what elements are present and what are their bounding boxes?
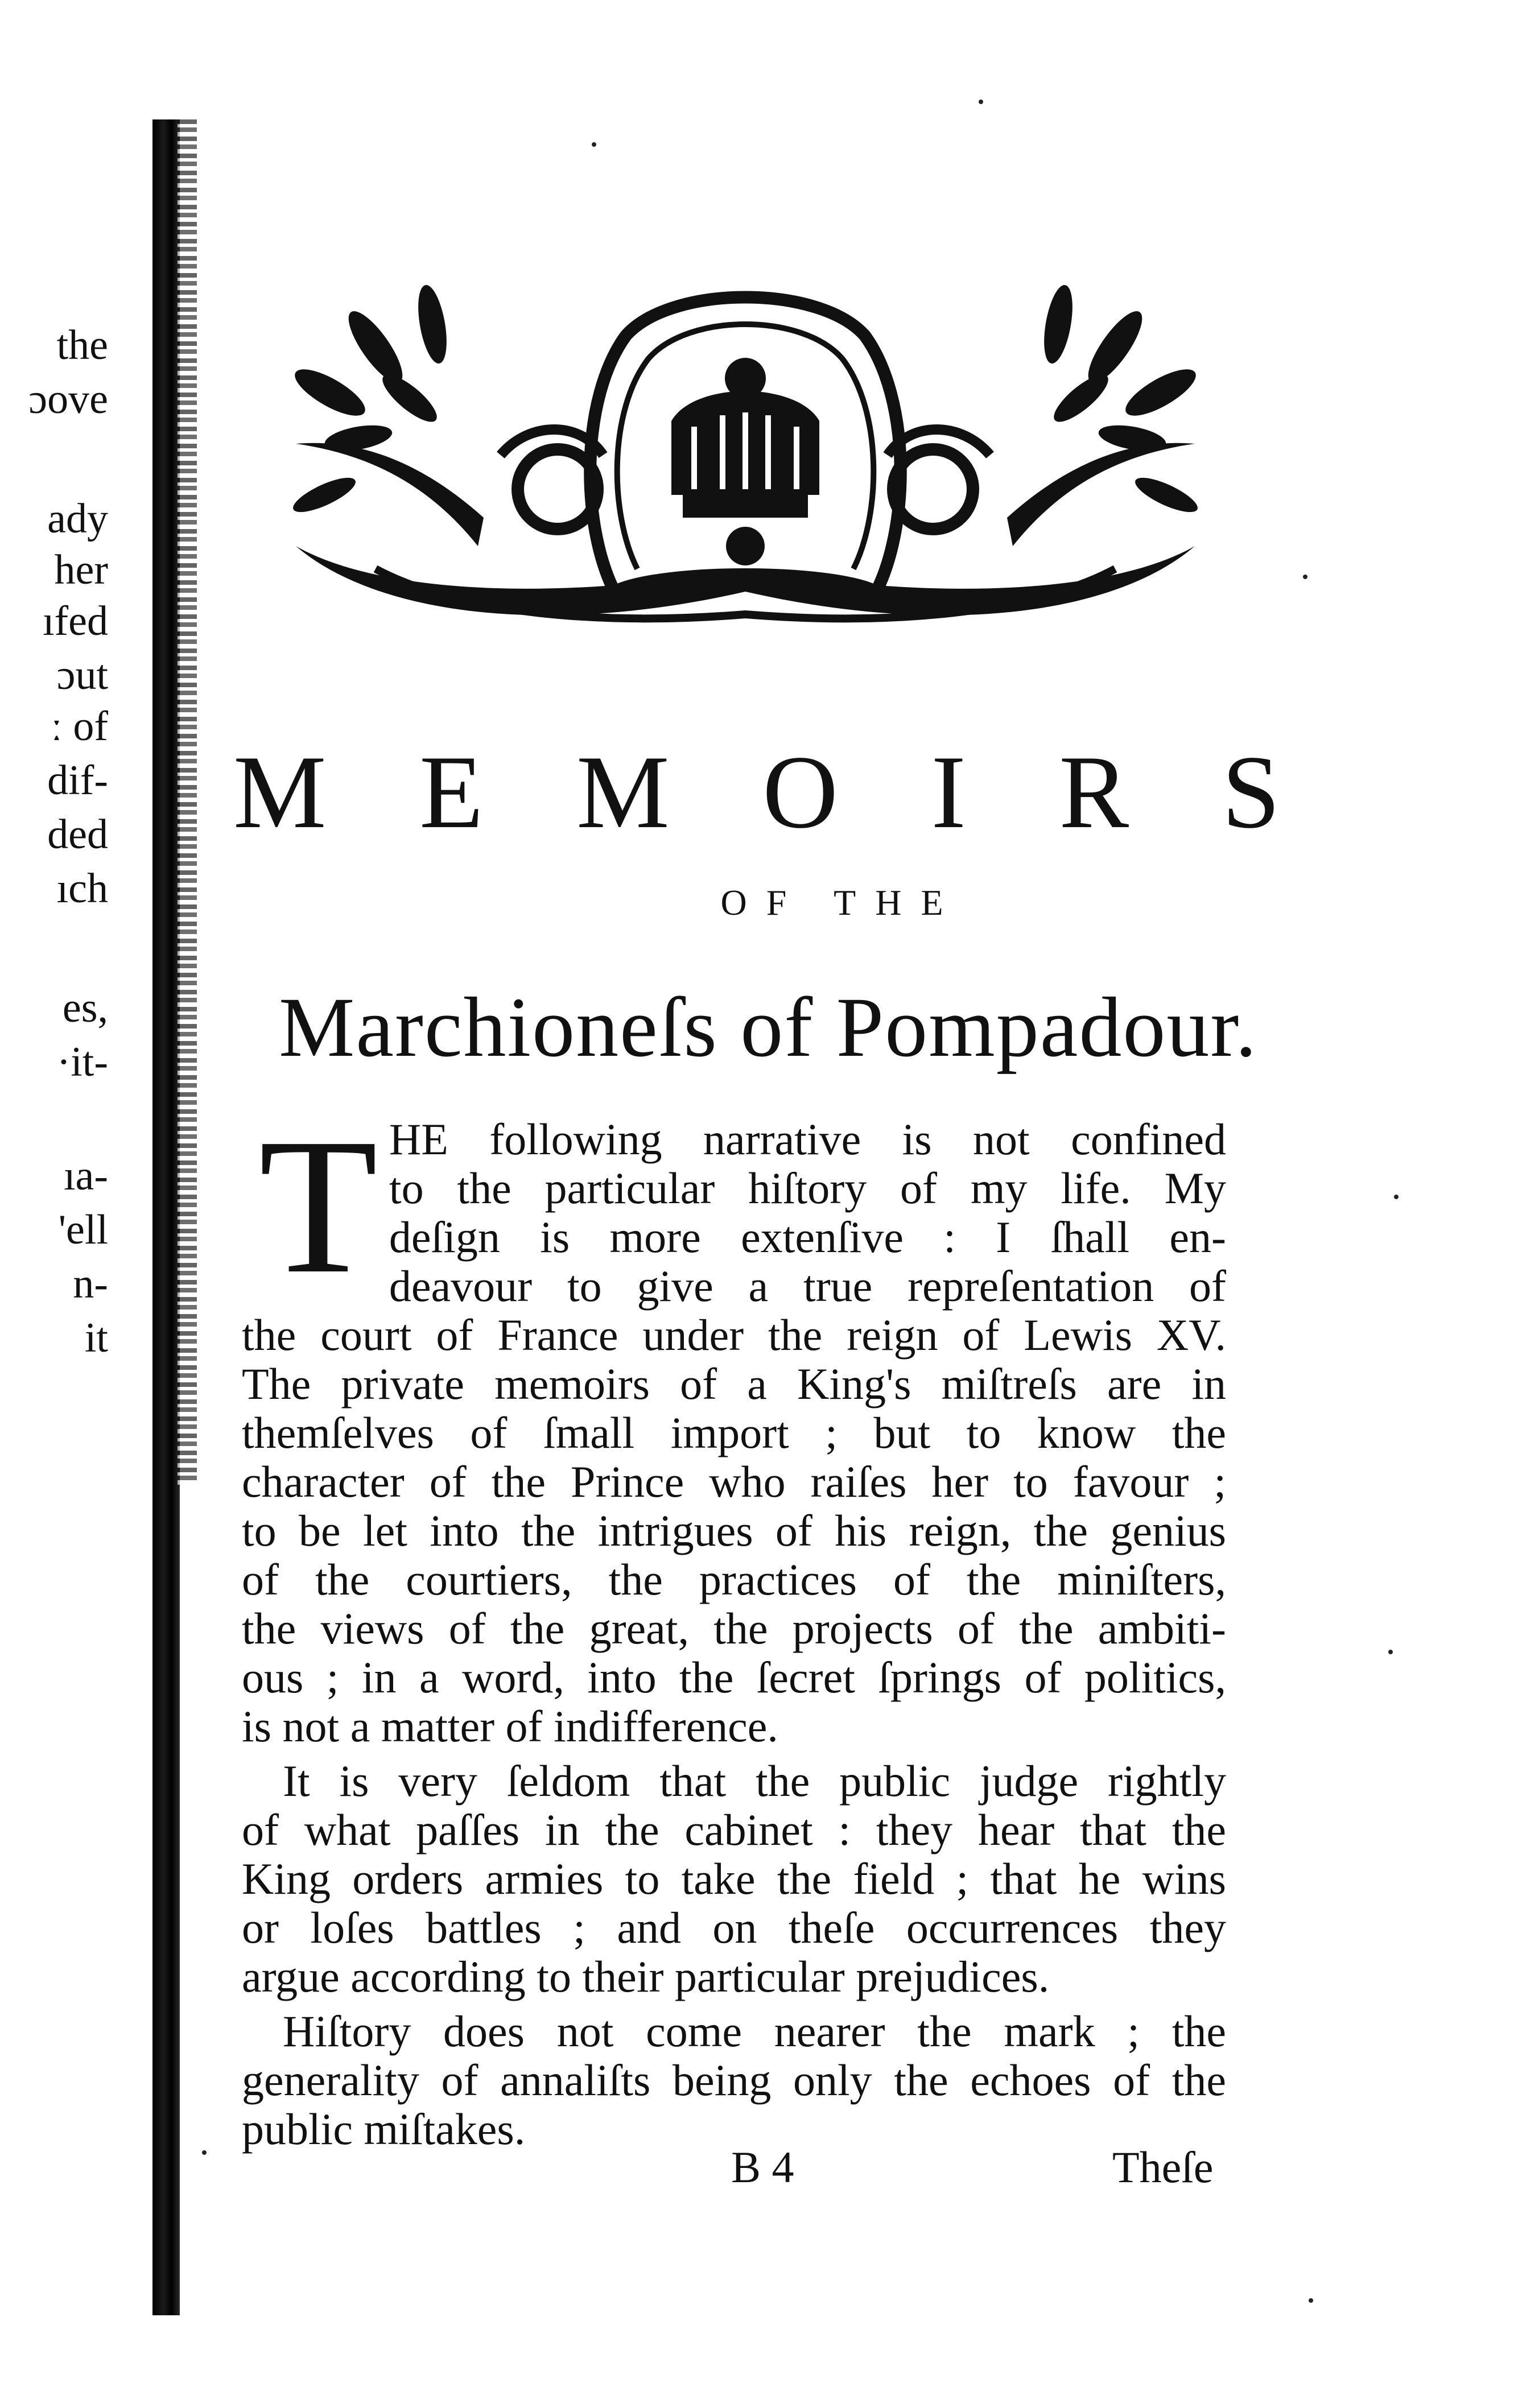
- text-line: is not a matter of indifference.: [242, 1701, 778, 1751]
- book-spine-shadow: [152, 119, 180, 2315]
- margin-fragment: her: [54, 547, 108, 593]
- text-line: public miſtakes.: [242, 2104, 526, 2154]
- text-line: to be let into the intrigues of his reign, the genius: [242, 1506, 1226, 1555]
- facing-page-margin: [0, 0, 142, 1479]
- title-letter: O: [762, 734, 839, 850]
- text-line: character of the Prince who raiſes her to favour ;: [242, 1457, 1226, 1506]
- text-line: themſelves of ſmall import ; but to know the: [242, 1408, 1226, 1457]
- ink-speck: [1388, 1650, 1393, 1654]
- title-letter: E: [419, 734, 484, 850]
- margin-fragment: ɔut: [56, 652, 108, 699]
- text-line: of what paſſes in the cabinet : they hear that the: [242, 1805, 1226, 1854]
- ink-speck: [1303, 575, 1307, 579]
- margin-fragment: ady: [47, 495, 108, 542]
- paragraph-1: [242, 1098, 1226, 2154]
- title-memoirs: [233, 734, 1280, 850]
- margin-fragment: it: [84, 1315, 108, 1361]
- margin-fragment: dif-: [47, 757, 108, 804]
- text-line: HE following narrative is not confined: [389, 1114, 1226, 1164]
- text-line: ous ; in a word, into the ſecret ſprings of politics,: [242, 1653, 1226, 1702]
- margin-fragment: ıfed: [42, 598, 108, 645]
- ink-speck: [1394, 1195, 1399, 1199]
- margin-fragment: ɔove: [28, 376, 108, 423]
- title-letter: M: [233, 734, 327, 850]
- text-line: Hiſtory does not come nearer the mark ; the: [283, 2006, 1226, 2056]
- text-line: King orders armies to take the field ; that he wins: [242, 1854, 1226, 1903]
- text-line: It is very ſeldom that the public judge rightly: [283, 1756, 1226, 1806]
- subtitle-text: OF THE: [720, 882, 963, 923]
- title-letter: M: [576, 734, 670, 850]
- title-name: Marchioneſs of Pompadour.: [279, 980, 1258, 1075]
- margin-fragment: ded: [47, 811, 108, 858]
- margin-fragment: es,: [62, 985, 108, 1031]
- headpiece-ornament: [262, 250, 1229, 643]
- text-line: generality of annaliſts being only the echoes of the: [242, 2055, 1226, 2105]
- paragraph-3: [242, 2007, 1226, 2154]
- ink-speck: [979, 100, 983, 104]
- margin-fragment: ː of: [51, 703, 108, 750]
- catchword: Theſe: [1112, 2142, 1214, 2192]
- ink-speck: [1309, 2298, 1313, 2303]
- text-line: to the particular hiſtory of my life. My: [389, 1163, 1226, 1213]
- margin-fragment: ·it-: [56, 1039, 108, 1085]
- text-line: or loſes battles ; and on theſe occurrences they: [242, 1903, 1226, 1952]
- text-line: The private memoirs of a King's miſtreſs are in: [242, 1359, 1226, 1409]
- margin-fragment: n-: [73, 1261, 108, 1307]
- text-line: of the courtiers, the practices of the miniſters,: [242, 1555, 1226, 1604]
- text-line: argue according to their particular prejudices.: [242, 1952, 1050, 2001]
- title-letter: R: [1059, 734, 1129, 850]
- title-letter: I: [931, 734, 966, 850]
- text-line: the views of the great, the projects of the ambiti-: [242, 1604, 1226, 1653]
- text-line: the court of France under the reign of Lewis XV.: [242, 1310, 1226, 1360]
- margin-fragment: the: [56, 322, 108, 369]
- margin-fragment: ıa-: [63, 1153, 108, 1199]
- ink-speck: [592, 142, 596, 147]
- title-letter: S: [1222, 734, 1280, 850]
- drop-cap: T: [259, 1098, 378, 1314]
- paragraph-2: [242, 1757, 1226, 2001]
- signature-mark: B 4: [731, 2142, 794, 2192]
- margin-fragment: ıch: [56, 865, 108, 912]
- margin-fragment: 'ell: [58, 1207, 108, 1253]
- text-line: deavour to give a true repreſentation of: [389, 1261, 1226, 1311]
- text-line: deſign is more extenſive : I ſhall en-: [389, 1212, 1226, 1262]
- subtitle-of-the: [0, 882, 1518, 924]
- page-footer: [0, 2142, 1518, 2199]
